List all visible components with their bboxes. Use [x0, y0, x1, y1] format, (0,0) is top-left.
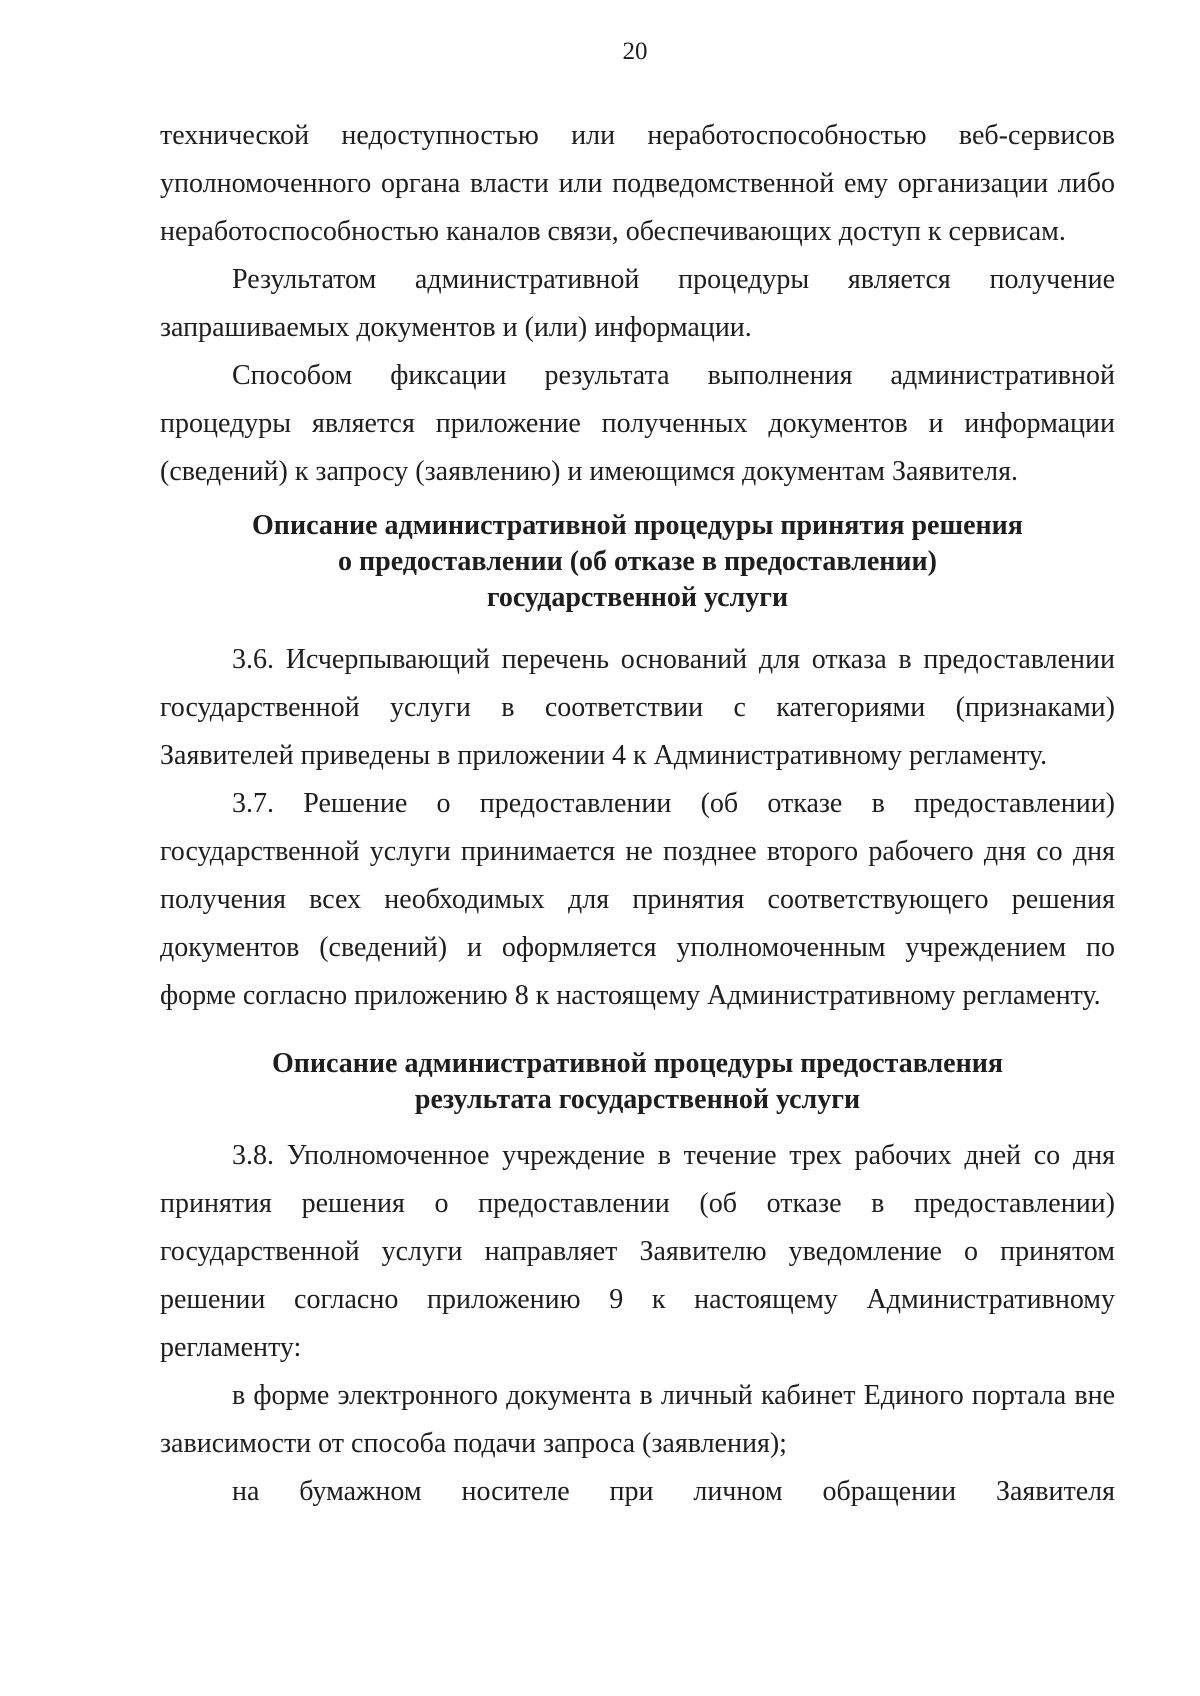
- heading-line: результата государственной услуги: [414, 1084, 861, 1115]
- paragraph-3-6: 3.6. Исчерпывающий перечень оснований для отказа в предоставлении государственной услуги в соответствии с категориями (признаками) Заявителей приведены в приложении 4 к Административному регламенту.: [160, 644, 1115, 771]
- heading-line: Описание административной процедуры предоставления: [271, 1048, 1004, 1079]
- page-number: 20: [622, 38, 648, 65]
- document-body: [160, 112, 1115, 1516]
- paragraph-fixation: Способом фиксации результата выполнения административной процедуры является приложение полученных документов и информации (сведений) к запросу (заявлению) и имеющимся документам Заявителя.: [160, 360, 1115, 487]
- paragraph-3-7: 3.7. Решение о предоставлении (об отказе в предоставлении) государственной услуги принимается не позднее второго рабочего дня со дня получения всех необходимых для принятия соответствующего решения документов (сведений) и оформляется уполномоченным учреждением по форме согласно приложению 8 к настоящему Административному регламенту.: [160, 788, 1115, 1011]
- paragraph-3-8: 3.8. Уполномоченное учреждение в течение трех рабочих дней со дня принятия решения о предоставлении (об отказе в предоставлении) государственной услуги направляет Заявителю уведомление о принятом решении согласно приложению 9 к настоящему Административному регламенту:: [160, 1140, 1115, 1363]
- paragraph-electronic-form: в форме электронного документа в личный кабинет Единого портала вне зависимости от способа подачи запроса (заявления);: [160, 1380, 1115, 1459]
- heading-line: о предоставлении (об отказе в предоставлении): [337, 546, 938, 577]
- paragraph-result: Результатом административной процедуры является получение запрашиваемых документов и (или) информации.: [160, 264, 1115, 343]
- heading-line: государственной услуги: [486, 582, 789, 613]
- heading-line: Описание административной процедуры принятия решения: [252, 510, 1023, 541]
- paragraph-paper-form: на бумажном носителе при личном обращении Заявителя: [232, 1476, 1115, 1507]
- section-heading-decision: [160, 508, 1115, 616]
- paragraph-continuation: технической недоступностью или неработоспособностью веб-сервисов уполномоченного органа власти или подведомственной ему организации либо неработоспособностью каналов связи, обеспечивающих доступ к сервисам.: [160, 120, 1115, 247]
- section-heading-result-delivery: [160, 1046, 1115, 1118]
